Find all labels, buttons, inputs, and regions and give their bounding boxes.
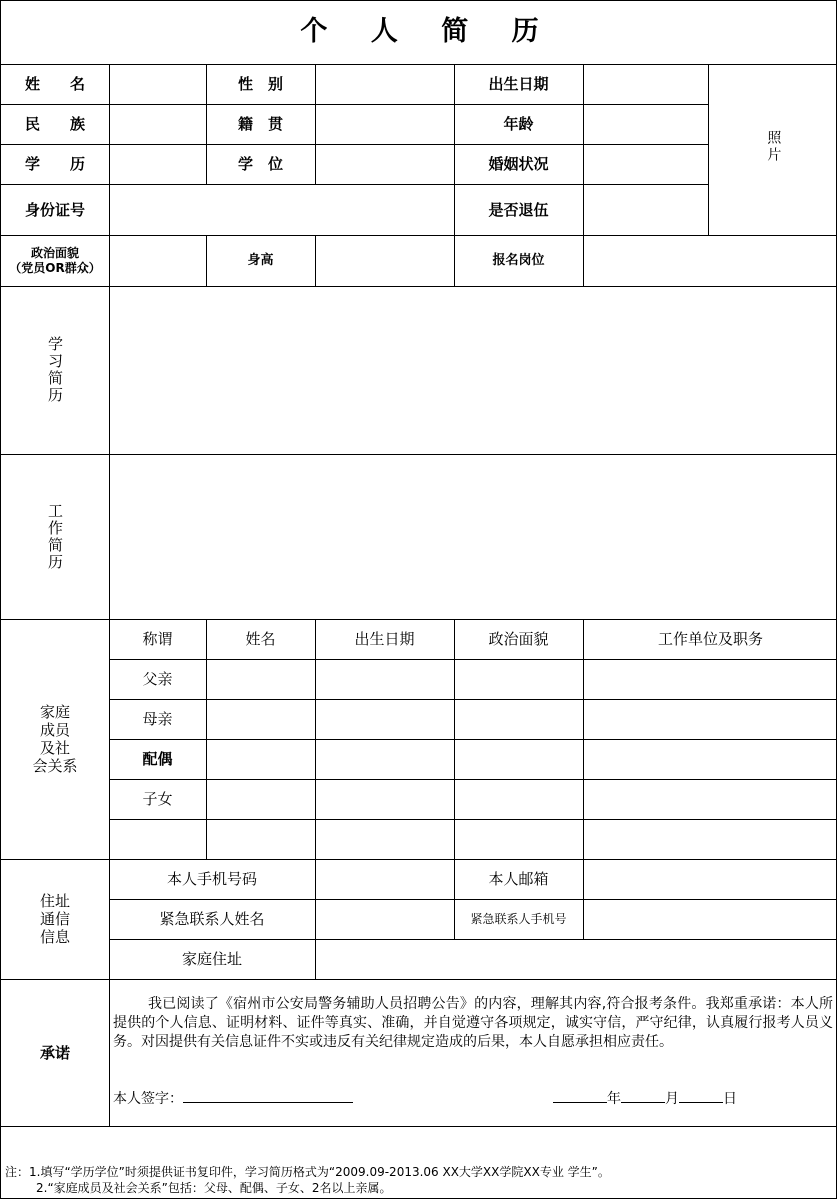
education-label: 学 历: [24, 155, 85, 173]
degree-field[interactable]: [315, 144, 454, 184]
day-label: 日: [723, 1091, 737, 1107]
ethnicity-label: 民 族: [24, 115, 85, 133]
veteran-field[interactable]: [583, 184, 708, 235]
family-header-birth-date: 出生日期: [354, 630, 415, 648]
family-section-label: [1, 619, 109, 859]
study-history-text: 学习简历: [46, 336, 64, 404]
row-divider: [109, 779, 837, 780]
home-address-field[interactable]: [315, 939, 837, 979]
degree-label: 学 位: [237, 155, 283, 173]
email-label: 本人邮箱: [488, 870, 549, 888]
email-field[interactable]: [583, 859, 837, 899]
signature-field[interactable]: [183, 1088, 353, 1103]
native-place-label: 籍 贯: [237, 115, 283, 133]
signature-row: [113, 1088, 353, 1108]
photo-box[interactable]: [708, 64, 837, 235]
day-field[interactable]: [679, 1088, 723, 1103]
position-label: 报名岗位: [492, 252, 545, 268]
family-relation-mother: 母亲: [142, 710, 173, 728]
month-field[interactable]: [621, 1088, 665, 1103]
emergency-name-field[interactable]: [315, 899, 454, 939]
row-divider: [109, 739, 837, 740]
mobile-label: 本人手机号码: [166, 870, 257, 888]
work-history-text: 工作简历: [46, 502, 64, 571]
row-divider: [1, 979, 837, 980]
political-status-label: [1, 235, 109, 286]
id-number-label: 身份证号: [24, 200, 85, 219]
family-header-employer: 工作单位及职务: [657, 630, 763, 648]
education-field[interactable]: [109, 144, 206, 184]
native-place-field[interactable]: [315, 104, 454, 144]
year-label: 年: [607, 1091, 621, 1107]
page-title: 个 人 简 历: [300, 16, 556, 48]
emergency-mobile-field[interactable]: [583, 899, 837, 939]
veteran-label: 是否退伍: [488, 200, 549, 219]
political-status-hint: （党员OR群众）: [9, 260, 101, 275]
family-label-line: 会关系: [32, 757, 78, 775]
family-label-line: 及社: [39, 739, 70, 757]
contact-label-line: 信息: [39, 928, 70, 946]
note-line: 注：1.填写“学历学位”时须提供证书复印件，学习简历格式为“2009.09-2013.06 XX大学XX学院XX专业 学生”。: [5, 1165, 610, 1179]
row-divider: [109, 819, 837, 820]
study-history-label: [1, 286, 109, 454]
pledge-label: 承诺: [39, 1043, 70, 1062]
contact-section-label: [1, 859, 109, 979]
family-relation-father: 父亲: [142, 670, 173, 688]
name-label: 姓 名: [24, 75, 85, 93]
political-status-field[interactable]: [109, 235, 206, 286]
id-number-field[interactable]: [109, 184, 454, 235]
emergency-mobile-label: 紧急联系人手机号: [470, 911, 567, 926]
date-row: [553, 1088, 737, 1108]
row-divider: [109, 699, 837, 700]
pledge-paragraph: 我已阅读了《宿州市公安局警务辅助人员招聘公告》的内容，理解其内容,符合报考条件。我郑重承诺：本人所提供的个人信息、证明材料、证件等真实、准确，并自觉遵守各项规定，诚实守信，严守纪律，认真履行报考人员义务。对因提供有关信息证件不实或违反有关纪律规定造成的后果，本人自愿承担相应责任。: [113, 996, 833, 1050]
home-address-label: 家庭住址: [181, 950, 242, 968]
political-status-line: 政治面貌: [30, 246, 79, 261]
marital-status-label: 婚姻状况: [488, 155, 549, 173]
signature-label: 本人签字：: [113, 1091, 183, 1107]
family-label-line: 成员: [39, 721, 70, 739]
emergency-name-label: 紧急联系人姓名: [159, 910, 265, 928]
contact-label-line: 住址: [39, 892, 70, 910]
family-relation-spouse: 配偶: [142, 750, 173, 768]
name-field[interactable]: [109, 64, 206, 104]
family-header-title: 称谓: [142, 630, 173, 648]
height-field[interactable]: [315, 235, 454, 286]
note-line: 2.“家庭成员及社会关系”包括：父母、配偶、子女、2名以上亲属。: [36, 1181, 392, 1195]
contact-label-line: 通信: [39, 910, 70, 928]
birth-date-field[interactable]: [583, 64, 708, 104]
work-history-label: [1, 454, 109, 619]
family-relation-child: 子女: [142, 790, 173, 808]
notes: [5, 1164, 610, 1196]
age-label: 年龄: [503, 115, 534, 133]
position-field[interactable]: [583, 235, 837, 286]
height-label: 身高: [247, 252, 274, 268]
gender-field[interactable]: [315, 64, 454, 104]
gender-label: 性 别: [237, 75, 283, 93]
birth-date-label: 出生日期: [488, 75, 549, 93]
pledge-text: [113, 995, 833, 1052]
work-history-field[interactable]: [109, 454, 837, 619]
age-field[interactable]: [583, 104, 708, 144]
mobile-field[interactable]: [315, 859, 454, 899]
marital-status-field[interactable]: [583, 144, 708, 184]
row-divider: [109, 659, 837, 660]
family-header-name: 姓名: [245, 630, 276, 648]
month-label: 月: [665, 1091, 679, 1107]
year-field[interactable]: [553, 1088, 607, 1103]
photo-label: 照片: [765, 130, 782, 164]
family-label-line: 家庭: [39, 703, 70, 721]
family-header-political-status: 政治面貌: [488, 630, 549, 648]
row-divider: [1, 1126, 837, 1127]
ethnicity-field[interactable]: [109, 104, 206, 144]
family-relation-blank[interactable]: [109, 819, 206, 859]
study-history-field[interactable]: [109, 286, 837, 454]
